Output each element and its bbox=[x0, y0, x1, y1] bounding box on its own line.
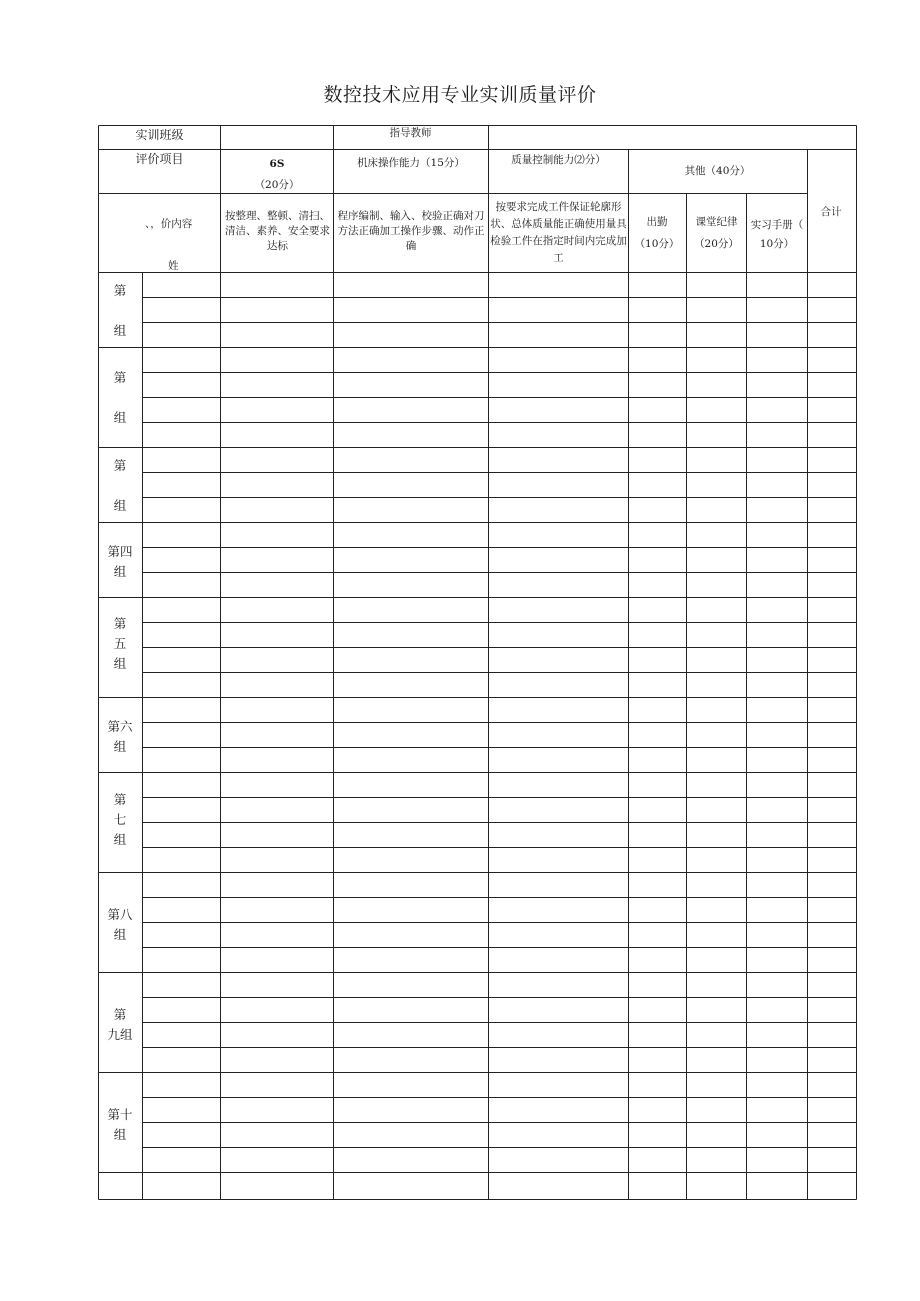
content-label: 、，价内容 bbox=[145, 218, 193, 230]
group-label: 第 组 bbox=[113, 458, 127, 513]
group-label: 第 五 组 bbox=[113, 616, 127, 671]
other-label: 其他（40分） bbox=[684, 165, 751, 177]
group-label: 第 九组 bbox=[107, 1007, 133, 1042]
quality-desc: 按要求完成工件保证轮廓形状、总体质量能正确使用量具检验工件在指定时间内完成加工 bbox=[490, 201, 627, 264]
attendance-points: （10分） bbox=[634, 238, 680, 250]
quality-label: 质量控制能力⑵分） bbox=[511, 154, 606, 166]
page-title: 数控技术应用专业实训质量评价 bbox=[323, 84, 597, 106]
teacher-label: 指导教师 bbox=[389, 127, 432, 139]
group-label: 第六 组 bbox=[107, 719, 133, 754]
discipline-label: 课堂纪律 bbox=[695, 216, 738, 228]
machine-label: 机床操作能力（15分） bbox=[357, 157, 465, 169]
eval-item-label: 评价项目 bbox=[135, 152, 184, 166]
group-label: 第四 组 bbox=[107, 544, 133, 579]
manual-points: 10分） bbox=[759, 238, 795, 250]
machine-desc: 程序编制、输入、校验正确对刀方法正确加工操作步骤、动作正确 bbox=[337, 210, 485, 252]
manual-label: 实习手册（ bbox=[750, 219, 804, 231]
s6-label: 6S bbox=[269, 158, 285, 170]
attendance-label: 出勤 bbox=[646, 216, 668, 228]
group-label: 第 组 bbox=[113, 370, 127, 425]
group-label: 第 七 组 bbox=[113, 792, 127, 847]
class-label: 实训班级 bbox=[135, 128, 184, 142]
name-label: 姓 bbox=[168, 260, 179, 272]
group-label: 第 组 bbox=[113, 283, 127, 338]
s6-desc: 按整理、整顿、清扫、清洁、素养、安全要求达标 bbox=[225, 210, 330, 252]
s6-points: （20分） bbox=[254, 179, 300, 191]
total-label: 合计 bbox=[820, 206, 842, 218]
group-label: 第八 组 bbox=[107, 907, 133, 942]
group-label: 第十 组 bbox=[107, 1107, 133, 1142]
discipline-points: （20分） bbox=[694, 238, 739, 250]
